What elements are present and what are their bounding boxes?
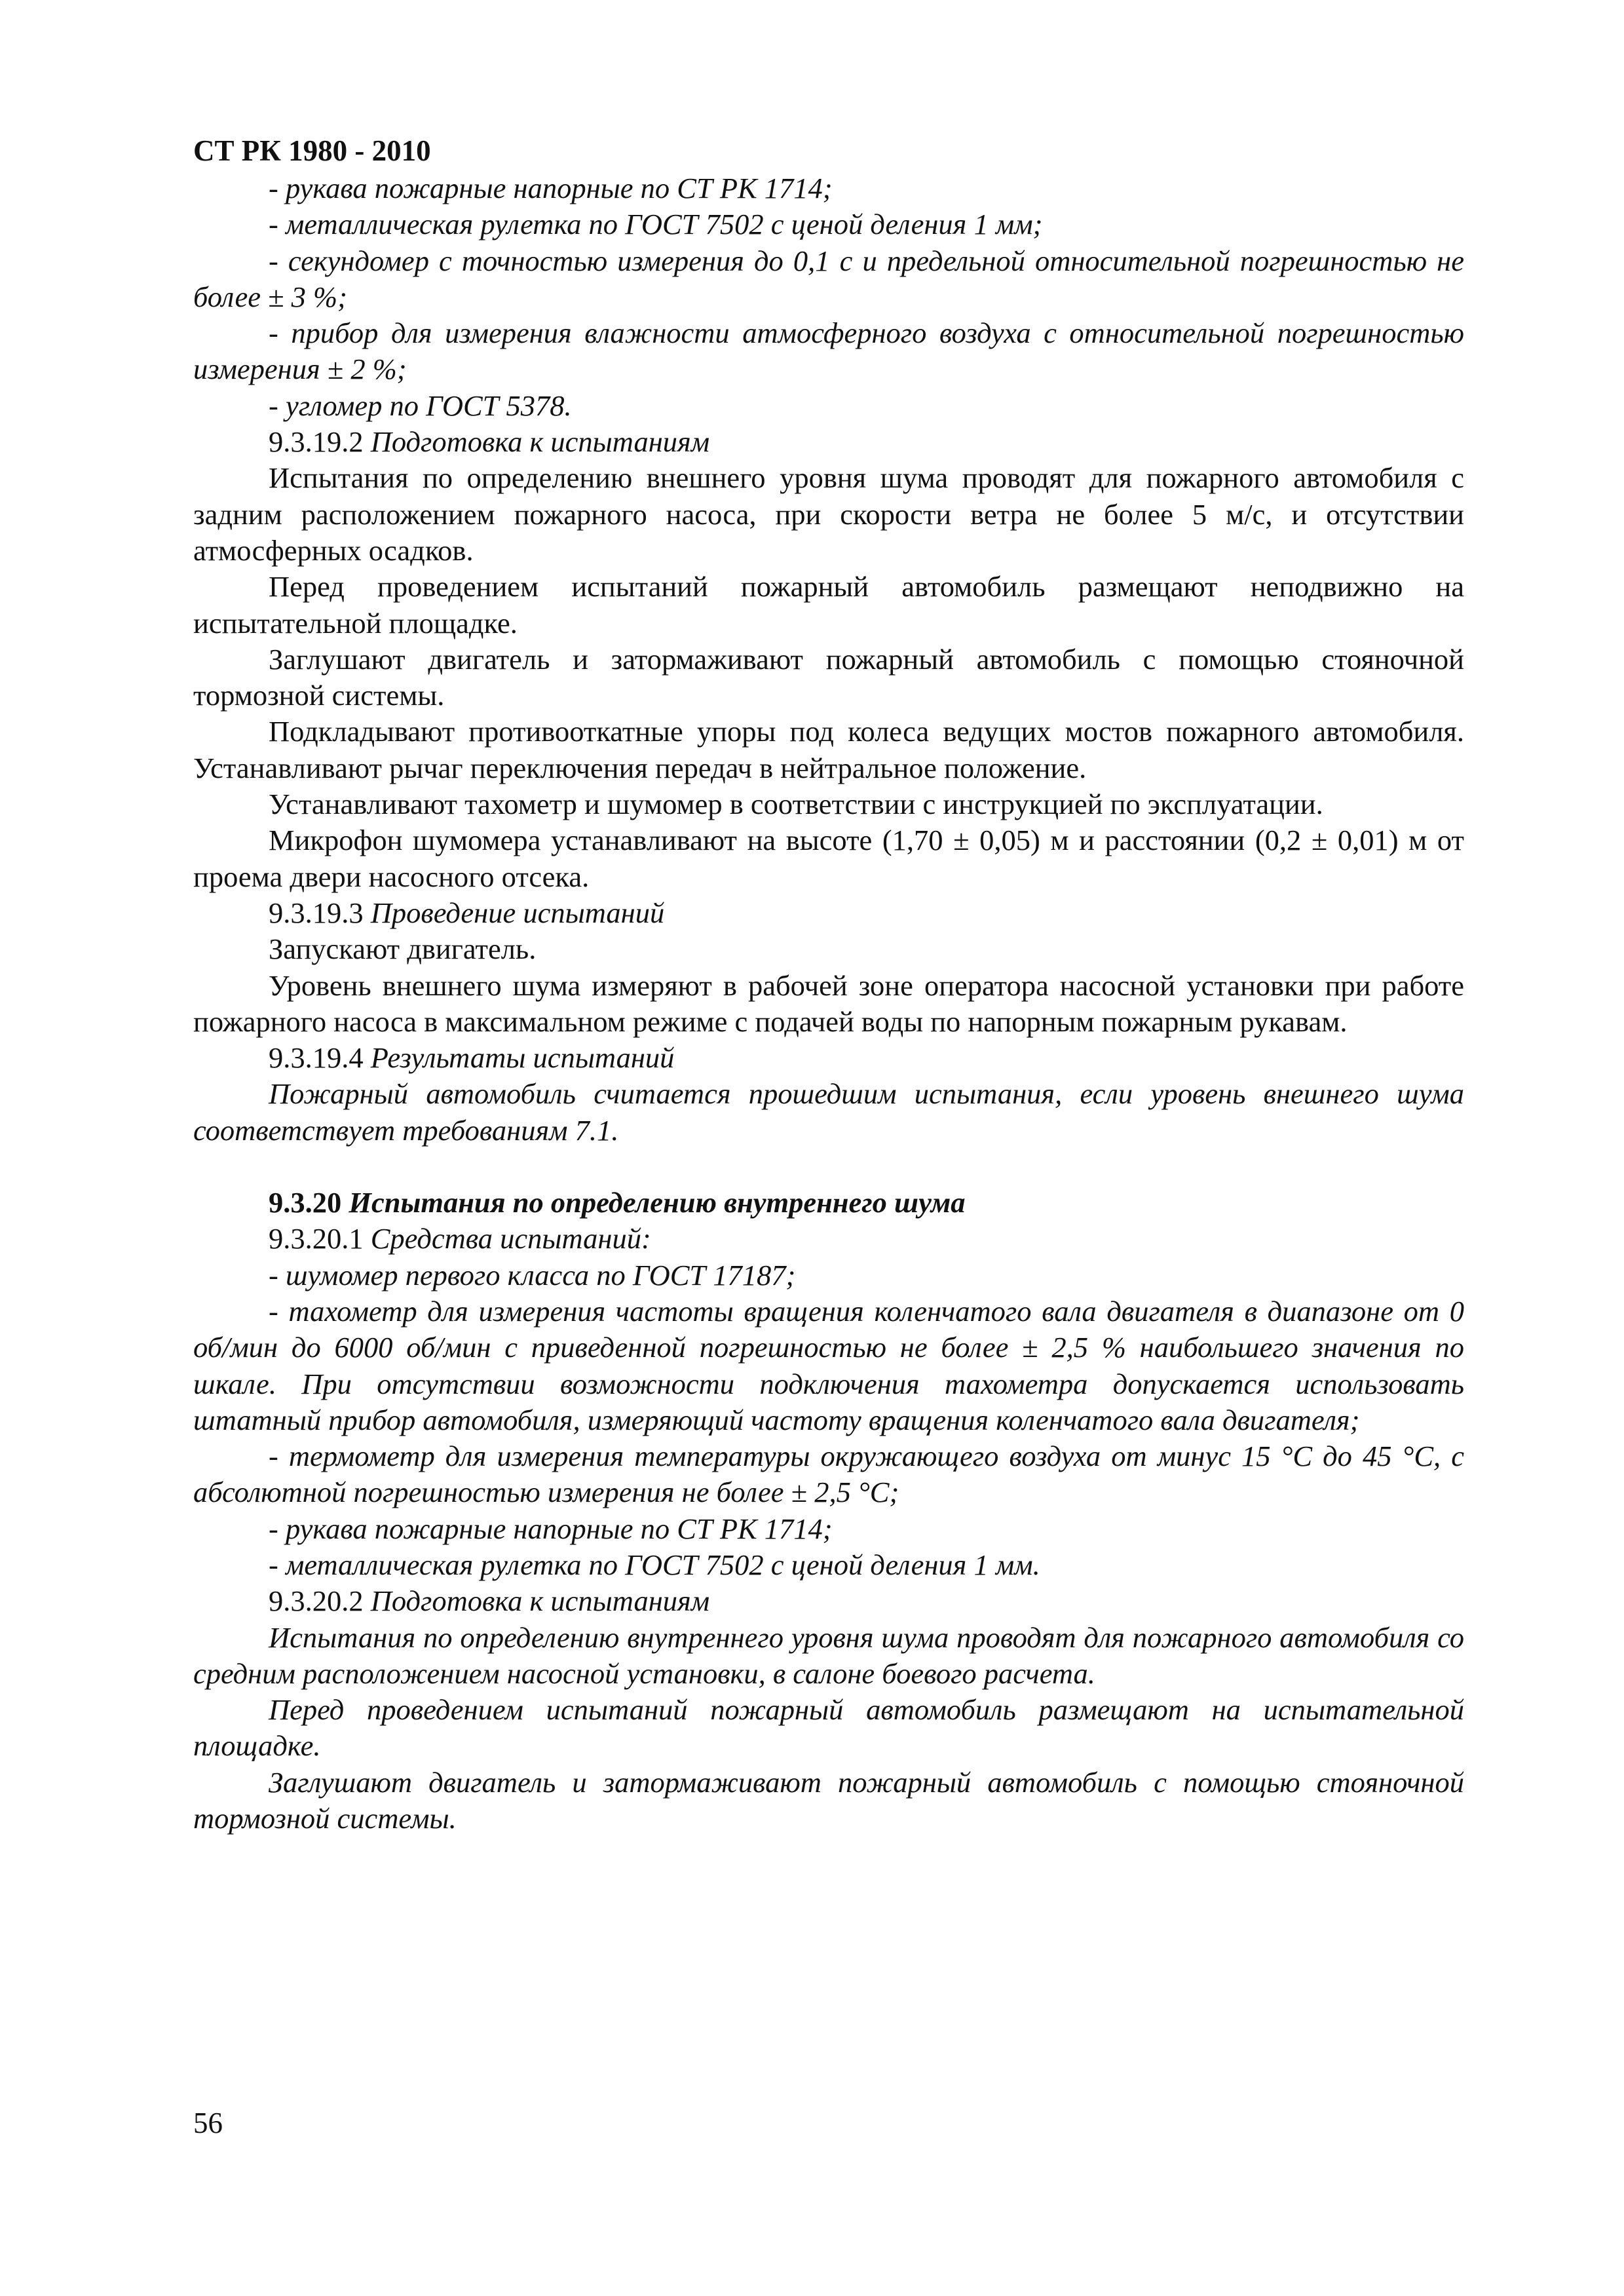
- paragraph: - шумомер первого класса по ГОСТ 17187;: [269, 1258, 796, 1292]
- paragraph: Испытания по определению внешнего уровня шума проводят для пожарного автомобиля с задним расположением пожарного насоса, при скорости ветра не более 5 м/с, и отсутствии атмосферных осадков.: [193, 461, 1464, 567]
- paragraph: Уровень внешнего шума измеряют в рабочей зоне оператора насосной установки при работе пожарного насоса в максимальном режиме с подачей воды по напорным пожарным рукавам.: [193, 968, 1464, 1038]
- subsection-number: 9.3.20.1: [269, 1222, 364, 1255]
- paragraph: - рукава пожарные напорные по СТ РК 1714;: [269, 1512, 833, 1545]
- paragraph: Устанавливают тахометр и шумомер в соответствии с инструкцией по эксплуатации.: [269, 788, 1323, 821]
- paragraph: Подкладывают противооткатные упоры под колеса ведущих мостов пожарного автомобиля. Устанавливают рычаг переключения передач в нейтральное положение.: [193, 715, 1464, 784]
- subsection-title: Подготовка к испытаниям: [370, 425, 710, 459]
- subsection-number: 9.3.19.4: [269, 1041, 364, 1075]
- paragraph: Перед проведением испытаний пожарный автомобиль размещают неподвижно на испытательной площадке.: [193, 570, 1464, 640]
- paragraph: Испытания по определению внутреннего уровня шума проводят для пожарного автомобиля со средним расположением насосной установки, в салоне боевого расчета.: [193, 1620, 1464, 1690]
- subsection-title: Результаты испытаний: [370, 1041, 675, 1075]
- document-header-code: СТ РК 1980 - 2010: [193, 134, 431, 167]
- section-number: 9.3.20: [269, 1186, 342, 1219]
- paragraph: - прибор для измерения влажности атмосферного воздуха с относительной погрешностью измерения ± 2 %;: [193, 316, 1464, 386]
- paragraph: - тахометр для измерения частоты вращения коленчатого вала двигателя в диапазоне от 0 об/мин до 6000 об/мин с приведенной погрешностью не более ± 2,5 % наибольшего значения по шкале. При отсутствии возможности подключения тахометра допускается использовать штатный прибор автомобиля, измеряющий частоту вращения коленчатого вала двигателя;: [193, 1294, 1464, 1436]
- subsection-number: 9.3.19.2: [269, 425, 364, 459]
- paragraph: Заглушают двигатель и затормаживают пожарный автомобиль с помощью стояночной тормозной системы.: [193, 1765, 1464, 1835]
- subsection-number: 9.3.19.3: [269, 896, 364, 929]
- subsection-title: Проведение испытаний: [370, 896, 665, 929]
- paragraph: Пожарный автомобиль считается прошедшим испытания, если уровень внешнего шума соответствует требованиям 7.1.: [193, 1077, 1464, 1147]
- subsection-heading: [193, 1221, 1464, 1257]
- section-gap: [193, 1149, 1464, 1185]
- subsection-heading: [193, 895, 1464, 931]
- subsection-title: Средства испытаний:: [370, 1222, 651, 1255]
- paragraph: Микрофон шумомера устанавливают на высоте (1,70 ± 0,05) м и расстоянии (0,2 ± 0,01) м от проема двери насосного отсека.: [193, 824, 1464, 893]
- subsection-number: 9.3.20.2: [269, 1584, 364, 1618]
- page-number: 56: [193, 2107, 223, 2139]
- paragraph: Запускают двигатель.: [269, 932, 537, 966]
- paragraph: - секундомер с точностью измерения до 0,1 с и предельной относительной погрешностью не более ± 3 %;: [193, 244, 1464, 313]
- paragraph: - металлическая рулетка по ГОСТ 7502 с ценой деления 1 мм;: [269, 208, 1043, 241]
- paragraph: Перед проведением испытаний пожарный автомобиль размещают на испытательной площадке.: [193, 1693, 1464, 1763]
- subsection-heading: [193, 424, 1464, 460]
- subsection-heading: [193, 1583, 1464, 1619]
- paragraph: Заглушают двигатель и затормаживают пожарный автомобиль с помощью стояночной тормозной системы.: [193, 642, 1464, 712]
- subsection-title: Подготовка к испытаниям: [370, 1584, 710, 1618]
- paragraph: - термометр для измерения температуры окружающего воздуха от минус 15 °С до 45 °С, с абсолютной погрешностью измерения не более ± 2,5 °С;: [193, 1440, 1464, 1509]
- subsection-heading: [193, 1040, 1464, 1076]
- paragraph: - металлическая рулетка по ГОСТ 7502 с ценой деления 1 мм.: [269, 1548, 1040, 1581]
- document-page: [193, 131, 1464, 1837]
- paragraph: - угломер по ГОСТ 5378.: [269, 389, 572, 422]
- section-heading: [193, 1185, 1464, 1221]
- paragraph: - рукава пожарные напорные по СТ РК 1714;: [269, 172, 833, 204]
- section-title: Испытания по определению внутреннего шума: [349, 1186, 966, 1219]
